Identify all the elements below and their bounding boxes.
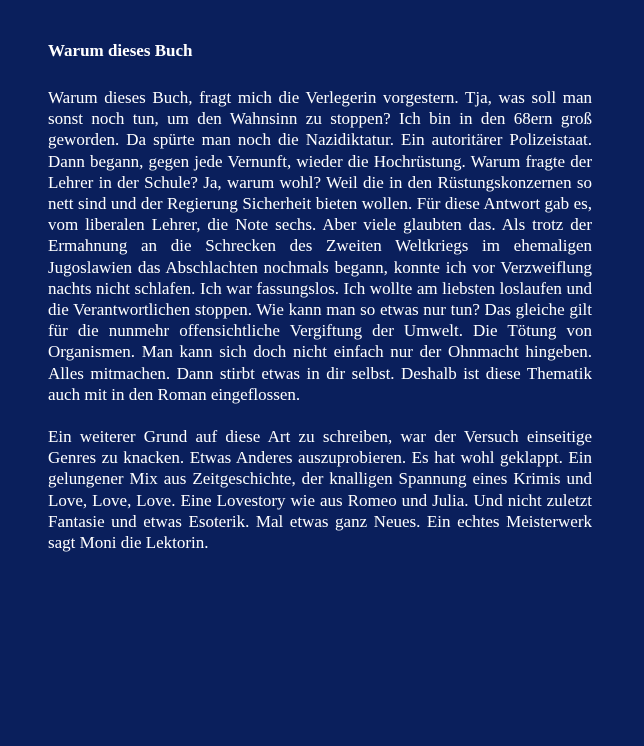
- paragraph-2: Ein weiterer Grund auf diese Art zu schreiben, war der Versuch einseitige Genres zu knacken. Etwas Anderes auszuprobieren. Es hat wohl geklappt. Ein gelungener Mix aus Zeitgeschichte, der knalligen Spannung eines Krimis und Love, Love, Love. Eine Lovestory wie aus Romeo und Julia. Und nicht zuletzt Fantasie und etwas Esoterik. Mal etwas ganz Neues. Ein echtes Meisterwerk sagt Moni die Lektorin.: [48, 427, 592, 553]
- paragraph-1: Warum dieses Buch, fragt mich die Verlegerin vorgestern. Tja, was soll man sonst noch tun, um den Wahnsinn zu stoppen? Ich bin in den 68ern groß geworden. Da spürte man noch die Nazidiktatur. Ein autoritärer Polizeistaat. Dann begann, gegen jede Vernunft, wieder die Hochrüstung. Warum fragte der Lehrer in der Schule? Ja, warum wohl? Weil die in den Rüstungskonzernen so nett sind und der Regierung Sicherheit bieten wollen. Für diese Antwort gab es, vom liberalen Lehrer, die Note sechs. Aber viele glaubten das. Als trotz der Ermahnung an die Schrecken des Zweiten Weltkriegs im ehemaligen Jugoslawien das Abschlachten nochmals begann, konnte ich vor Verzweiflung nachts nicht schlafen. Ich war fassungslos. Ich wollte am liebsten loslaufen und die Verantwortlichen stoppen. Wie kann man so etwas nur tun? Das gleiche gilt für die nunmehr offensichtliche Vergiftung der Umwelt. Die Tötung von Organismen. Man kann sich doch nicht einfach nur der Ohnmacht hingeben. Alles mitmachen. Dann stirbt etwas in dir selbst. Deshalb ist diese Thematik auch mit in den Roman eingeflossen.: [48, 88, 592, 404]
- page-title: Warum dieses Buch: [48, 41, 193, 60]
